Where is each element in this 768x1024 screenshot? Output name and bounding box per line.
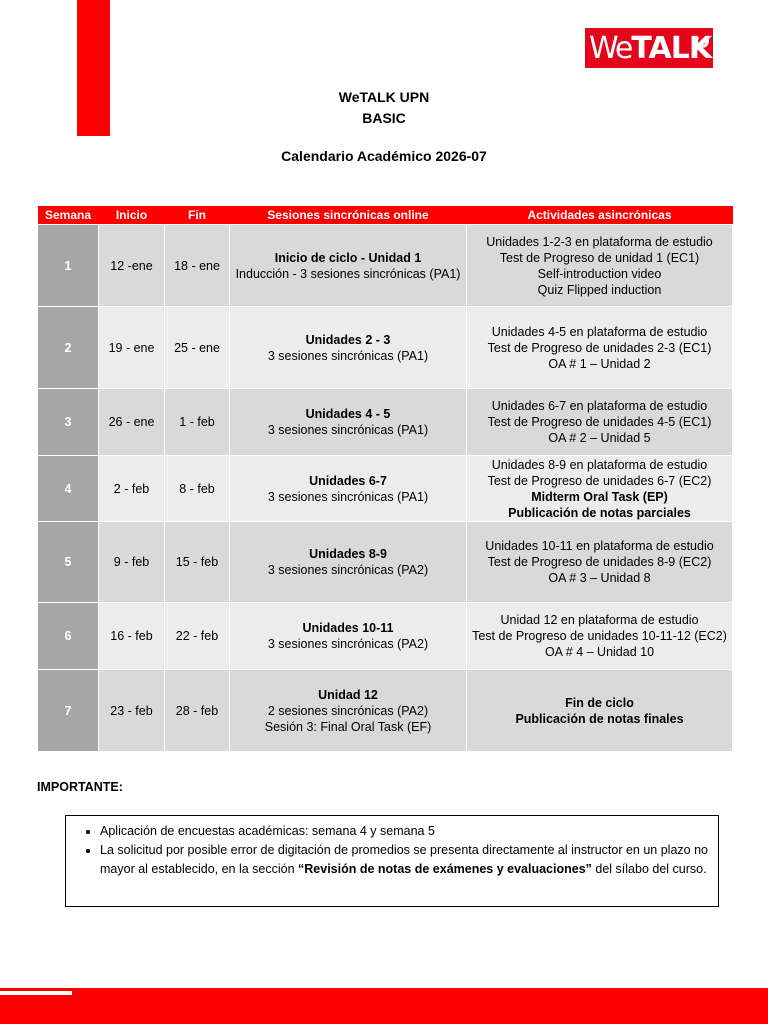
sync-sessions-cell [230,389,467,456]
table-row [38,522,733,603]
async-line: Test de Progreso de unidades 8-9 (EC2) [487,555,712,569]
title-line-1: WeTALK UPN [338,89,430,105]
sync-sessions-cell [230,603,467,670]
important-item-1: Aplicación de encuestas académicas: semana 4 y semana 5 [100,824,435,838]
async-activities-cell [467,522,733,603]
async-line: Unidades 6-7 en plataforma de estudio [491,399,708,413]
async-activities-cell [467,225,733,307]
logo-mark-icon [695,34,709,48]
important-heading: IMPORTANTE: [37,780,123,794]
week-cell: 7 [38,670,99,752]
logo-we: We [589,30,632,66]
async-activities-cell [467,670,733,752]
start-date-cell: 19 - ene [99,307,165,389]
week-cell: 5 [38,522,99,603]
table-row [38,456,733,522]
table-header-row [38,206,733,225]
calendar-table [37,206,733,752]
sync-sessions-cell [230,225,467,307]
important-list [76,822,708,879]
async-line: OA # 3 – Unidad 8 [548,571,651,585]
header-async: Actividades asincrónicas [467,206,733,225]
async-activities-cell [467,307,733,389]
start-date-cell: 23 - feb [99,670,165,752]
sync-line: Sesión 3: Final Oral Task (EF) [264,719,432,734]
async-line: Quiz Flipped induction [537,282,662,297]
sync-sessions-cell [230,307,467,389]
document-title [0,87,768,129]
important-item-2-post: del sílabo del curso. [591,862,707,876]
async-line: Unidades 8-9 en plataforma de estudio [491,457,708,472]
sync-line: Unidades 6-7 [309,473,387,488]
table-row [38,225,733,307]
table-row [38,389,733,456]
calendar-title: Calendario Académico 2026-07 [281,148,487,164]
header-inicio: Inicio [99,206,165,225]
async-activities-cell [467,456,733,522]
end-date-cell: 28 - feb [165,670,230,752]
async-activities-cell [467,389,733,456]
async-activities-cell [467,603,733,670]
async-line: Fin de ciclo [565,695,634,710]
async-line: Publicación de notas finales [515,711,684,726]
async-line: Midterm Oral Task (EP) [531,489,668,504]
sync-line: Inicio de ciclo - Unidad 1 [274,250,422,265]
async-line: OA # 4 – Unidad 10 [544,645,655,659]
week-cell: 1 [38,225,99,307]
week-cell: 6 [38,603,99,670]
sync-line: Inducción - 3 sesiones sincrónicas (PA1) [235,266,461,281]
async-line: Test de Progreso de unidades 10-11-12 (EC2) [472,629,727,643]
start-date-cell: 26 - ene [99,389,165,456]
sync-line: Unidades 4 - 5 [305,407,391,421]
async-line: OA # 2 – Unidad 5 [548,431,651,445]
sync-sessions-cell [230,670,467,752]
footer-red-bar [0,988,768,1024]
header-sync: Sesiones sincrónicas online [230,206,467,225]
list-item [100,841,708,879]
sync-line: 3 sesiones sincrónicas (PA1) [267,489,429,504]
header-fin: Fin [165,206,230,225]
sync-sessions-cell [230,522,467,603]
end-date-cell: 8 - feb [165,456,230,522]
sync-line: 3 sesiones sincrónicas (PA1) [267,348,429,363]
async-line: Unidades 10-11 en plataforma de estudio [485,539,714,553]
end-date-cell: 22 - feb [165,603,230,670]
end-date-cell: 15 - feb [165,522,230,603]
async-line: Unidades 1-2-3 en plataforma de estudio [486,234,713,249]
async-line: Test de Progreso de unidades 4-5 (EC1) [487,415,712,429]
async-line: Self-introduction video [537,266,662,281]
list-item [100,822,708,841]
title-line-2: BASIC [362,110,406,126]
week-cell: 4 [38,456,99,522]
sync-line: Unidades 8-9 [309,547,387,561]
async-line: Test de Progreso de unidades 6-7 (EC2) [487,473,712,488]
table-body [38,225,733,752]
start-date-cell: 12 -ene [99,225,165,307]
table-row [38,603,733,670]
sync-line: 3 sesiones sincrónicas (PA1) [267,423,429,437]
sync-sessions-cell [230,456,467,522]
week-cell: 3 [38,389,99,456]
table-row [38,307,733,389]
sync-line: 2 sesiones sincrónicas (PA2) [267,703,429,718]
wetalk-logo [585,28,713,68]
async-line: Unidad 12 en plataforma de estudio [500,613,699,627]
end-date-cell: 25 - ene [165,307,230,389]
end-date-cell: 1 - feb [165,389,230,456]
table-row [38,670,733,752]
start-date-cell: 2 - feb [99,456,165,522]
async-line: Publicación de notas parciales [508,505,691,520]
start-date-cell: 9 - feb [99,522,165,603]
async-line: Unidades 4-5 en plataforma de estudio [491,324,708,339]
header-semana: Semana [38,206,99,225]
async-line: Test de Progreso de unidad 1 (EC1) [499,250,700,265]
week-cell: 2 [38,307,99,389]
end-date-cell: 18 - ene [165,225,230,307]
footer-white-stripe [0,991,72,995]
async-line: Test de Progreso de unidades 2-3 (EC1) [487,340,712,355]
sync-line: 3 sesiones sincrónicas (PA2) [267,563,429,577]
async-line: OA # 1 – Unidad 2 [548,356,651,371]
start-date-cell: 16 - feb [99,603,165,670]
important-item-2-pre: La solicitud por posible error de digitación de promedios se presenta directamente al instructor en un plazo no mayor al establecido, en la sección [100,843,708,876]
sync-line: Unidades 10-11 [302,621,394,635]
sync-line: 3 sesiones sincrónicas (PA2) [267,637,429,651]
logo-talk: TALK [631,30,712,66]
sync-line: Unidades 2 - 3 [305,332,391,347]
important-box [65,815,719,907]
sync-line: Unidad 12 [318,687,378,702]
important-item-2-bold: “Revisión de notas de exámenes y evaluaciones” [298,862,592,876]
